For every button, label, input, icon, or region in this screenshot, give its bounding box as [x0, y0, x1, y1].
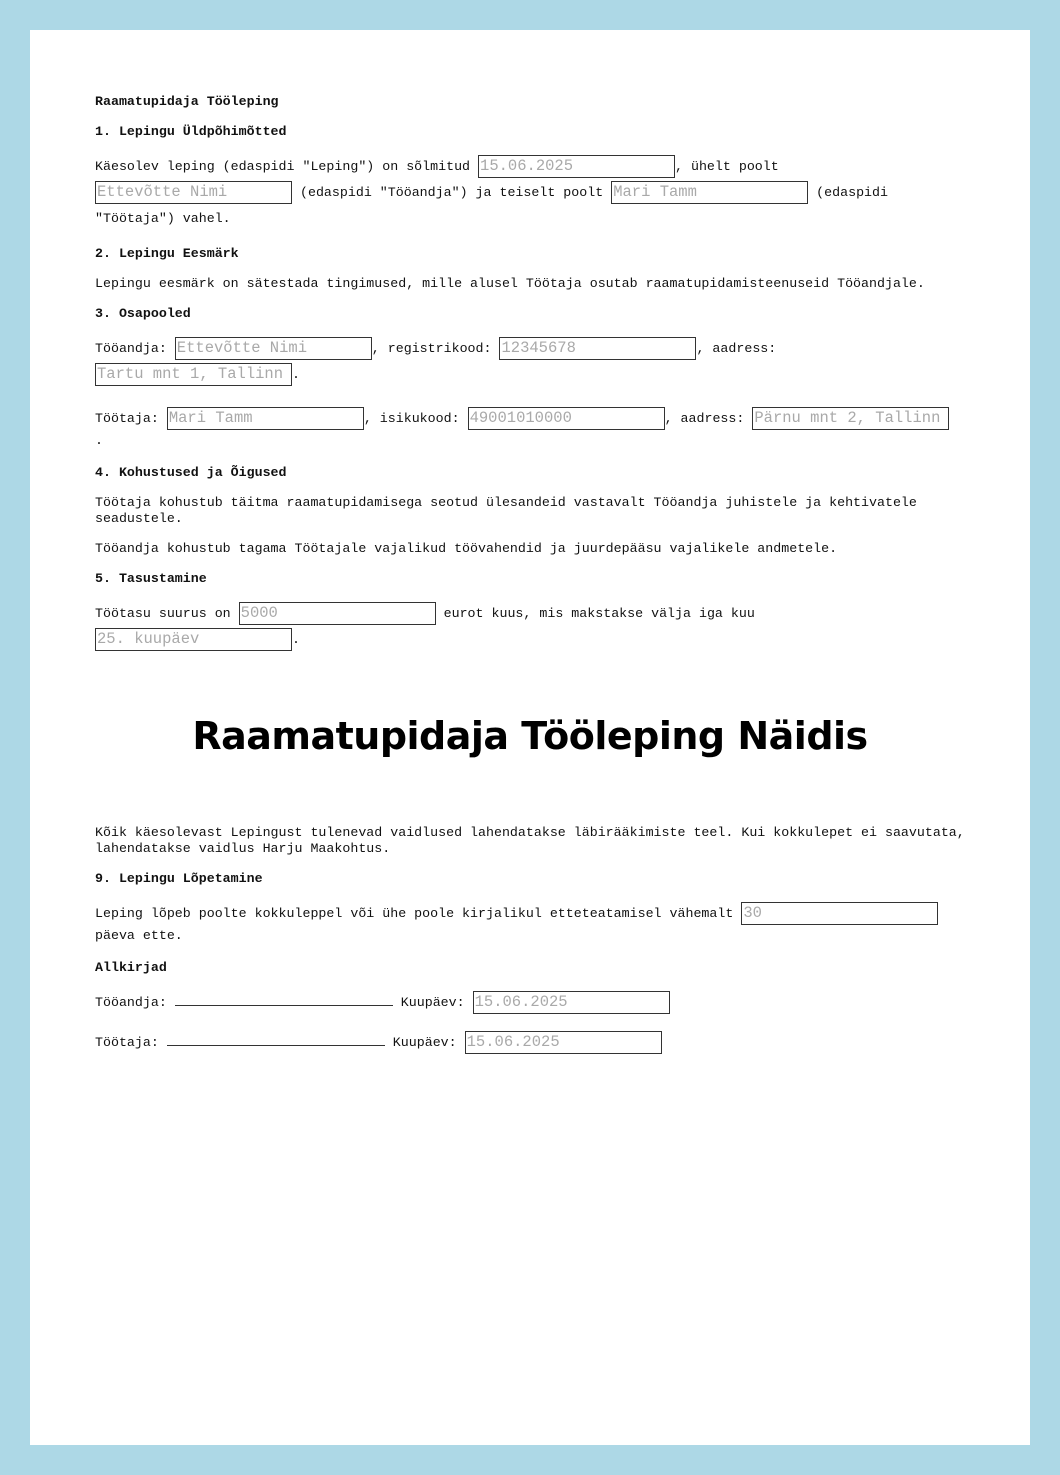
section-8-text: Kõik käesolevast Lepingust tulenevad vaidlused lahendatakse läbirääkimiste teel. Kui kokkulepet ei saavutata, lahendatakse vaidlus Harju Maakohtus.: [95, 825, 965, 856]
document-page: [30, 30, 1030, 1445]
document-title: Raamatupidaja Tööleping: [95, 94, 279, 109]
employee-address-input[interactable]: Pärnu mnt 2, Tallinn: [752, 407, 949, 430]
punctuation: .: [292, 632, 300, 648]
contract-date-field[interactable]: 15.06.2025: [478, 155, 675, 178]
banner-title: Raamatupidaja Tööleping Näidis: [192, 714, 868, 758]
employer-signature-line[interactable]: [175, 993, 393, 1006]
salary-text: Töötasu suurus on: [95, 606, 239, 622]
termination-text: Leping lõpeb poolte kokkuleppel või ühe poole kirjalikul etteteatamisel vähemalt: [95, 906, 742, 922]
salary-text: eurot kuus, mis makstakse välja iga kuu: [435, 606, 755, 622]
section-3-heading: 3. Osapooled: [95, 306, 191, 322]
section-5-heading: 5. Tasustamine: [95, 571, 207, 587]
punctuation: .: [292, 367, 300, 383]
punctuation: .: [95, 433, 103, 449]
signatures-heading: Allkirjad: [95, 960, 167, 975]
payday-input[interactable]: 25. kuupäev: [95, 628, 292, 651]
section-1-heading: 1. Lepingu Üldpõhimõtted: [95, 124, 287, 139]
date-label: Kuupäev:: [392, 995, 473, 1011]
termination-text: päeva ette.: [95, 928, 183, 943]
contract-content: [95, 94, 975, 697]
section-1-text-part: Käesolev leping (edaspidi "Leping") on sõlmitud: [95, 159, 479, 175]
section-4-paragraph-1: Töötaja kohustub täitma raamatupidamisega seotud ülesandeid vastavalt Tööandja juhistele ja kehtivatele seadustele.: [95, 495, 917, 527]
employer-label: Tööandja:: [95, 341, 175, 357]
section-5-text: [95, 601, 975, 653]
employer-address-label: , aadress:: [696, 341, 777, 357]
registry-code-input[interactable]: 12345678: [499, 337, 696, 360]
section-2-text: Lepingu eesmärk on sätestada tingimused, mille alusel Töötaja osutab raamatupidamisteenuseid Tööandjale.: [95, 276, 925, 292]
salary-input[interactable]: 5000: [239, 602, 436, 625]
section-9-text: [95, 901, 975, 946]
employee-name-field[interactable]: Mari Tamm: [611, 181, 808, 204]
section-1-text: [95, 154, 975, 232]
notice-days-input[interactable]: 30: [741, 902, 938, 925]
employer-name-input[interactable]: Ettevõtte Nimi: [175, 337, 372, 360]
section-1-text-part: (edaspidi "Töötaja") vahel.: [95, 185, 896, 227]
title-banner: [30, 661, 1030, 811]
employee-address-label: , aadress:: [664, 411, 753, 427]
employee-signature-row: [95, 1030, 975, 1056]
employee-details: [95, 406, 975, 451]
section-2-heading: 2. Lepingu Eesmärk: [95, 246, 239, 262]
employee-label: Töötaja:: [95, 411, 167, 427]
employer-signature-row: [95, 990, 975, 1016]
employer-signature-label: Tööandja:: [95, 995, 175, 1011]
section-4-heading: 4. Kohustused ja Õigused: [95, 465, 287, 481]
employer-name-field[interactable]: Ettevõtte Nimi: [95, 181, 292, 204]
employer-address-input[interactable]: Tartu mnt 1, Tallinn: [95, 363, 292, 386]
employee-signature-date-input[interactable]: 15.06.2025: [465, 1031, 662, 1054]
employee-signature-line[interactable]: [167, 1033, 385, 1046]
date-label: Kuupäev:: [384, 1035, 465, 1051]
section-1-text-part: , ühelt poolt: [675, 159, 779, 175]
section-1-text-part: (edaspidi "Tööandja") ja teiselt poolt: [292, 185, 612, 201]
employee-name-input[interactable]: Mari Tamm: [167, 407, 364, 430]
regcode-label: , registrikood:: [371, 341, 500, 357]
idcode-label: , isikukood:: [363, 411, 468, 427]
personal-code-input[interactable]: 49001010000: [468, 407, 665, 430]
section-4-paragraph-2: Tööandja kohustub tagama Töötajale vajalikud töövahendid ja juurdepääsu vajalikele andmetele.: [95, 541, 838, 557]
section-9-heading: 9. Lepingu Lõpetamine: [95, 871, 263, 886]
employer-details: [95, 336, 975, 388]
contract-content-lower: [95, 803, 975, 1070]
employee-signature-label: Töötaja:: [95, 1035, 167, 1051]
employer-signature-date-input[interactable]: 15.06.2025: [473, 991, 670, 1014]
